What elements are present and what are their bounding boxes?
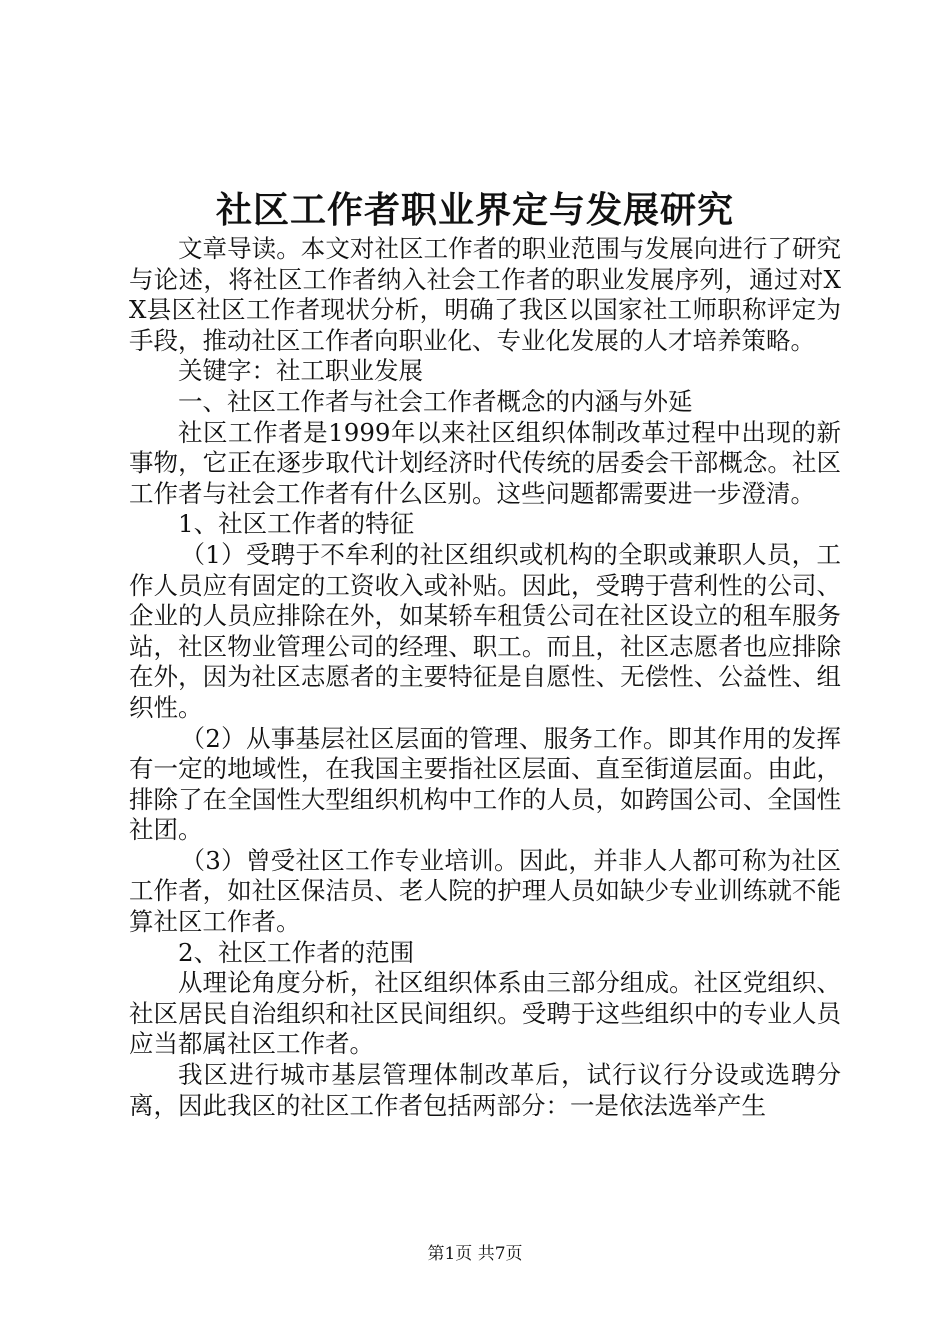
document-title: 社区工作者职业界定与发展研究 [215, 189, 734, 231]
page-number-footer: 第1页 共7页 [427, 1244, 523, 1264]
subsection-heading-2: 2、社区工作者的范围 [178, 937, 415, 967]
document-body [129, 234, 841, 1121]
list-item-2: （2）从事基层社区层面的管理、服务工作。即其作用的发挥有一定的地域性，在我国主要指社区层面、直至街道层面。由此，排除了在全国性大型组织机构中工作的人员，如跨国公司、全国性社团。 [129, 723, 841, 845]
list-item-1: （1）受聘于不牟利的社区组织或机构的全职或兼职人员，工作人员应有固定的工资收入或补贴。因此，受聘于营利性的公司、企业的人员应排除在外，如某轿车租赁公司在社区设立的租车服务站，社区物业管理公司的经理、职工。而且，社区志愿者也应排除在外，因为社区志愿者的主要特征是自愿性、无偿性、公益性、组织性。 [129, 539, 841, 722]
subsection-heading-1: 1、社区工作者的特征 [178, 509, 415, 539]
paragraph-keywords: 关键字：社工职业发展 [178, 356, 423, 386]
paragraph: 我区进行城市基层管理体制改革后，试行议行分设或选聘分离，因此我区的社区工作者包括两部分：一是依法选举产生 [129, 1060, 841, 1120]
paragraph: 从理论角度分析，社区组织体系由三部分组成。社区党组织、社区居民自治组织和社区民间组织。受聘于这些组织中的专业人员应当都属社区工作者。 [129, 968, 841, 1059]
list-item-3: （3）曾受社区工作专业培训。因此，并非人人都可称为社区工作者，如社区保洁员、老人院的护理人员如缺少专业训练就不能算社区工作者。 [129, 845, 841, 937]
section-heading-1: 一、社区工作者与社会工作者概念的内涵与外延 [178, 386, 693, 416]
paragraph: 社区工作者是1999年以来社区组织体制改革过程中出现的新事物，它正在逐步取代计划经济时代传统的居委会干部概念。社区工作者与社会工作者有什么区别。这些问题都需要进一步澄清。 [129, 417, 841, 508]
paragraph-abstract: 文章导读。本文对社区工作者的职业范围与发展向进行了研究与论述，将社区工作者纳入社会工作者的职业发展序列，通过对XX县区社区工作者现状分析，明确了我区以国家社工师职称评定为手段，推动社区工作者向职业化、专业化发展的人才培养策略。 [129, 234, 841, 355]
